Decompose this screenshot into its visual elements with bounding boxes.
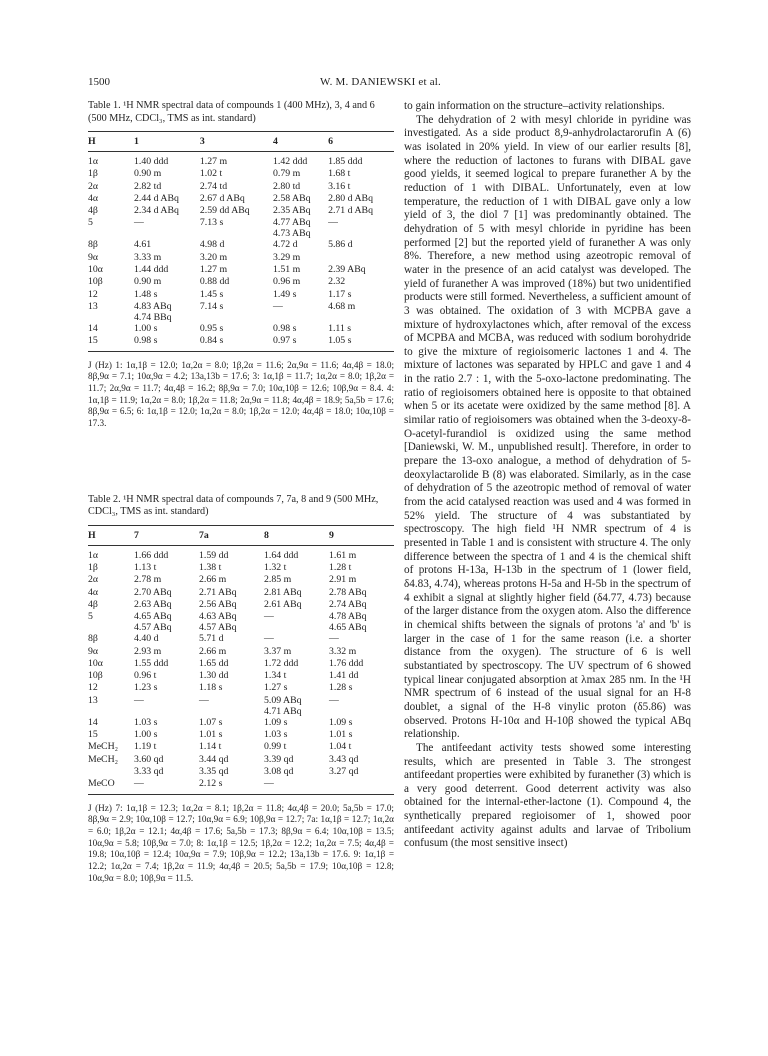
- table-cell: 0.96 t: [134, 670, 157, 682]
- table-row: [88, 778, 394, 794]
- right-column-body-text: [404, 100, 691, 851]
- table-cell: 13: [88, 300, 98, 312]
- table-row: [88, 599, 394, 611]
- table-cell: 5.86 d: [328, 239, 353, 251]
- table-cell: MeCO: [88, 778, 134, 794]
- table1-coupling-note: J (Hz) 1: 1α,1β = 12.0; 1α,2α = 8.0; 1β,2α = 11.6; 2α,9α = 11.6; 4α,4β = 18.0; 8β,9α = 7.1; 10α,9α = 4.2; 13a,13b = 17.6; 3: 1α,1β = 11.7; 1α,2α = 8.0; 1β,2α = 11.7; 2α,9α = 11.7; 4α,4β = 16.2; 8β,9α = 7.0; 10α,10β = 12.6; 10β,9α = 8.4. 4: 1α,1β = 11.9; 1α,2α = 8.0; 1β,2α = 11.8; 2α,9α = 11.8; 4α,4β = 18.9; 5a,5b = 17.6; 8β,9α = 6.5; 6: 1α,1β = 12.0; 1α,2α = 8.0; 1β,2α = 12.0; 4α,4β = 18.0; 10α,10β = 17.3.: [88, 359, 394, 429]
- table-cell: 1.55 ddd: [134, 657, 169, 669]
- table-cell: 4.98 d: [199, 239, 225, 251]
- cell-line: 4.71 ABq: [264, 705, 302, 717]
- table-cell: 1.11 s: [328, 322, 352, 334]
- table-cell: 3.33 m: [134, 251, 162, 263]
- table-cell: 1.00 s: [134, 322, 158, 334]
- table-cell: 2α: [88, 574, 99, 586]
- table2-column-header: 7: [134, 525, 199, 545]
- table-cell: 1.72 ddd: [264, 657, 299, 669]
- table-row: [88, 335, 394, 351]
- table-cell: 2.74 td: [199, 180, 228, 192]
- table-cell: 1.18 s: [199, 682, 223, 694]
- table-cell: 1.09 s: [329, 716, 353, 728]
- table-cell: 1.48 s: [134, 288, 158, 300]
- table-cell: 1.09 s: [264, 716, 288, 728]
- table-cell: 3.35 qd: [199, 765, 229, 777]
- table-cell: 3.29 m: [272, 251, 301, 263]
- table-cell: 2.74 ABq: [329, 598, 367, 610]
- table-cell: 2.78 m: [134, 574, 162, 586]
- table-cell: 1.64 ddd: [264, 549, 299, 561]
- cell-line: 4.77 ABq: [272, 217, 311, 229]
- table-row: [88, 152, 394, 169]
- table-cell: 5: [88, 611, 93, 623]
- table-cell: 9α: [88, 645, 99, 657]
- cell-line: 4.57 ABq: [134, 622, 172, 634]
- table-cell: 1.03 s: [264, 729, 288, 741]
- cell-line: 4.65 ABq: [329, 622, 367, 634]
- table-cell: 1.76 ddd: [329, 657, 364, 669]
- table-cell: 3.08 qd: [264, 765, 294, 777]
- table1-column-header: 4: [273, 132, 328, 152]
- body-paragraph: The antifeedant activity tests showed some interesting results, which are presented in Table 3. The strongest antifeedant properties were exhibited by furanether (3) which is a very good deterrent. Good deterrent activity was also obtained for the internal-ether-lactone (1). Compound 4, the synthetically prepared regioisomer of 1, showed poor antifeedant activity against adults and larvae of Tribolium confusum (the most sensitive insect): [404, 741, 691, 850]
- table-cell: 8β: [88, 239, 98, 251]
- table-cell: 0.90 m: [134, 168, 162, 180]
- table-row: [88, 264, 394, 276]
- table-row: [88, 766, 394, 778]
- table-cell: 1.68 t: [328, 168, 351, 180]
- table-cell: 2.80 d ABq: [328, 192, 373, 204]
- table1-column-header: 1: [134, 132, 200, 152]
- table-cell: 4β: [88, 205, 98, 217]
- table-row: [88, 301, 394, 323]
- table-cell: 2.78 ABq: [329, 586, 367, 598]
- table-cell: 2.58 ABq: [272, 192, 311, 204]
- table2-caption: Table 2. ¹H NMR spectral data of compounds 7, 7a, 8 and 9 (500 MHz, CDCl₃, TMS as int. standard): [88, 493, 379, 518]
- body-paragraph: The dehydration of 2 with mesyl chloride in pyridine was investigated. As a side product 8,9-anhydrolactarorufin A (6) was isolated in 20% yield. In view of our earlier results [8], where the reduction of lactones to furans with DIBAL gave good yields, it seemed logical to prepare furanether A by the reduction of 1 with DIBAL. Unfortunately, even at low temperature, the reduction of 1 with DIBAL gave only a low yield of 3, the diol 7 [1] was predominantly obtained. The dehydration of 5 with mesyl chloride in pyridine has been performed [2] but the reported yield of furanether A was only 8%. Therefore, a new method using azeotropic removal of water in the presence of an acid catalyst was developed. The yield of furanether A was improved (18%) but two unidentified products were still formed. Nevertheless, a sufficient amount of 3 was obtained. The oxidation of 3 with MCPBA gave a mixture of hydroxylactones which, after removal of the excess of MCPBA and MCBA, was reduced with sodium borohydride to give the mixture of regioisomeric lactones 1 and 4. The mixture of lactones was separated by HPLC and gave 1 and 4 in the ratio 2.7 : 1, with the 5-oxo-lactone predominating. The ratio of regioisomers obtained here is opposite to that obtained when 5 or its acetate were oxidized by the same method [8]. A similar ratio of regioisomers was obtained when the 3-deoxy-8-O-acetyl-furandiol is oxidized using the same method [Daniewski, W. M., unpublished result]. Therefore, in order to prepare the 13-oxo analogue, a method of dehydration of 5-deoxylactarolide B (8) was elaborated. Similarly, as in the case of dehydration of 5 the azeotropic method of removal of water from the acid catalysed reaction was used and 4 was formed in 52% yield. The structure of 4 was substantiated by spectroscopy. The high field ¹H NMR spectrum of 4 is presented in Table 1 and is consistent with structure 4. The only difference between the spectra of 1 and 4 is the chemical shift of protons H-13a, H-13b in the spectrum of 1 (lower field, δ4.83, 4.74), whereas protons H-5a and H-5b in the spectrum of 4 exhibit a signal at slightly higher field (δ4.77, 4.73) because of the larger distance from the oxygen atom. Also the difference in chemical shifts between the signals of protons 'a' and 'b' is larger in the case of 1 for the same reason (i.e. a shorter distance from the oxygen). The structure of 6 is well substantiated by spectroscopy. The UV spectrum of 6 showed typical linear conjugated absorption at λmax 285 nm. In the ¹H NMR spectrum of 6 instead of the usual signal for an H-8 doublet, a signal of the H-8 vinylic proton (δ5.86) was observed. Protons H-10α and H-10β showed the typical ABq relationship.: [404, 113, 691, 741]
- table-cell: 3.44 qd: [199, 753, 229, 765]
- table-cell: 2.93 m: [134, 645, 162, 657]
- table-cell: 1.28 t: [329, 562, 352, 574]
- table-cell: 1.14 t: [199, 741, 222, 753]
- table-cell: 2.80 td: [272, 180, 301, 192]
- table-cell: 1.27 m: [199, 264, 228, 276]
- table-row: [88, 181, 394, 193]
- table-cell: 1.59 dd: [199, 549, 229, 561]
- table-cell: 0.88 dd: [199, 276, 230, 288]
- table-cell: 1.07 s: [199, 716, 223, 728]
- table-cell: 1.49 s: [272, 288, 297, 300]
- table2-column-header: 7a: [199, 525, 264, 545]
- table-cell: MeCH₂: [88, 753, 119, 765]
- table-cell: —: [134, 778, 199, 794]
- table-cell: 2.66 m: [199, 574, 227, 586]
- table-cell: 3.16 t: [328, 180, 351, 192]
- table-cell: 2.56 ABq: [199, 598, 237, 610]
- table-cell: 4β: [88, 598, 98, 610]
- table-cell: 10β: [88, 670, 103, 682]
- table-cell: 1.19 t: [134, 741, 157, 753]
- table-row: [88, 205, 394, 217]
- table-cell: —: [329, 694, 339, 706]
- table-cell: 1.28 s: [329, 682, 353, 694]
- table-cell: 14: [88, 322, 98, 334]
- table-cell: 1.13 t: [134, 562, 157, 574]
- table-cell: 2.85 m: [264, 574, 292, 586]
- table-cell: 0.97 s: [273, 335, 328, 351]
- table-cell: 2.63 ABq: [134, 598, 172, 610]
- table-cell: 1β: [88, 168, 98, 180]
- table-cell: [329, 778, 394, 794]
- table-row: [88, 289, 394, 301]
- table-cell: 3.33 qd: [134, 765, 164, 777]
- table2-column-header: 8: [264, 525, 329, 545]
- table1-column-header: 3: [200, 132, 273, 152]
- table-cell: —: [134, 694, 144, 706]
- running-head: W. M. DANIEWSKI et al.: [320, 76, 442, 88]
- table-cell: 1.40 ddd: [134, 156, 169, 167]
- table-cell: 2.67 d ABq: [199, 192, 245, 204]
- table-cell: 1.01 s: [329, 729, 353, 741]
- table-cell: —: [199, 694, 209, 706]
- table-cell: 4.68 m: [328, 300, 356, 312]
- table-cell: [328, 252, 394, 264]
- cell-line: 4.74 BBq: [134, 311, 172, 323]
- table-cell: 2.35 ABq: [272, 205, 311, 217]
- table-cell: 1.17 s: [328, 288, 352, 300]
- table-cell: [199, 611, 264, 633]
- table-cell: 2.59 dd ABq: [199, 205, 250, 217]
- cell-line: 5.09 ABq: [264, 694, 302, 706]
- table-cell: 2.82 td: [134, 180, 162, 192]
- table-cell: 3.27 qd: [329, 765, 359, 777]
- table-cell: 7.13 s: [199, 217, 224, 229]
- table-row: [88, 682, 394, 694]
- table-cell: 3.43 qd: [329, 753, 359, 765]
- table-cell: 1.30 dd: [199, 670, 229, 682]
- table-row: [88, 741, 394, 753]
- table-cell: 15: [88, 729, 98, 741]
- table1-column-header: H: [88, 132, 134, 152]
- table-cell: 12: [88, 682, 98, 694]
- table-cell: 1.04 t: [329, 741, 352, 753]
- table-cell: 2.39 ABq: [328, 264, 366, 276]
- table-cell: 2α: [88, 180, 99, 192]
- table-cell: 4.72 d: [272, 239, 298, 251]
- table-cell: 1β: [88, 562, 98, 574]
- table-cell: 1α: [88, 549, 99, 561]
- left-column: [88, 100, 394, 884]
- table-row: [88, 252, 394, 264]
- table-cell: 4α: [88, 192, 99, 204]
- table-cell: 0.90 m: [134, 276, 162, 288]
- table-cell: 1.51 m: [272, 264, 301, 276]
- table-row: [88, 729, 394, 741]
- table-cell: —: [264, 633, 274, 645]
- table-cell: 1.00 s: [134, 729, 158, 741]
- table-cell: 3.39 qd: [264, 753, 294, 765]
- table1-caption: Table 1. ¹H NMR spectral data of compounds 1 (400 MHz), 3, 4 and 6 (500 MHz, CDCl₃, TMS as int. standard): [88, 100, 375, 124]
- table-cell: 4α: [88, 586, 99, 598]
- table-row: [88, 323, 394, 335]
- table-row: [88, 545, 394, 562]
- table-cell: 3.20 m: [199, 251, 228, 263]
- table-row: [88, 587, 394, 599]
- table-cell: 1α: [88, 156, 99, 167]
- table-cell: 1.03 s: [134, 716, 158, 728]
- table1-column-header: 6: [328, 132, 394, 152]
- table-cell: [88, 766, 134, 778]
- table-cell: 1.27 s: [264, 682, 288, 694]
- table-cell: 1.42 ddd: [272, 156, 308, 167]
- body-paragraph: to gain information on the structure–activity relationships.: [404, 100, 665, 112]
- table-cell: 1.32 t: [264, 562, 287, 574]
- table-cell: 1.01 s: [199, 729, 223, 741]
- cell-line: 4.65 ABq: [134, 611, 172, 623]
- table-cell: —: [264, 611, 274, 623]
- table1: [88, 131, 394, 352]
- table-cell: 9α: [88, 251, 99, 263]
- table-row: [88, 695, 394, 717]
- table-cell: 8β: [88, 633, 98, 645]
- table-cell: 2.81 ABq: [264, 586, 302, 598]
- table-row: [88, 574, 394, 586]
- table-cell: 1.45 s: [199, 288, 224, 300]
- table-row: [88, 633, 394, 645]
- table-cell: [264, 695, 329, 717]
- table-cell: 1.44 ddd: [134, 264, 169, 276]
- table-cell: 4.40 d: [134, 633, 159, 645]
- page-number: 1500: [88, 76, 110, 88]
- table-cell: 10α: [88, 657, 103, 669]
- table-cell: 10β: [88, 276, 103, 288]
- table-cell: 2.34 d ABq: [134, 205, 179, 217]
- table-cell: 12: [88, 288, 98, 300]
- table1-header-row: [88, 132, 394, 152]
- cell-line: 4.73 ABq: [272, 228, 311, 240]
- table-cell: 2.71 ABq: [199, 586, 237, 598]
- table-cell: 2.44 d ABq: [134, 192, 179, 204]
- table-cell: 3.32 m: [329, 645, 357, 657]
- table2: [88, 525, 394, 795]
- table-row: [88, 562, 394, 574]
- table2-header-row: [88, 525, 394, 545]
- table-cell: 1.02 t: [199, 168, 223, 180]
- table-row: [88, 239, 394, 251]
- table-cell: —: [329, 633, 339, 645]
- table-cell: 1.41 dd: [329, 670, 359, 682]
- table-cell: 0.79 m: [272, 168, 301, 180]
- table-cell: MeCH₂: [88, 741, 119, 753]
- cell-line: 4.78 ABq: [329, 611, 367, 623]
- table-cell: 1.34 t: [264, 670, 287, 682]
- table-cell: 1.85 ddd: [328, 156, 363, 167]
- table-cell: 2.71 d ABq: [328, 205, 373, 217]
- table-row: [88, 754, 394, 766]
- table2-column-header: H: [88, 525, 134, 545]
- table-cell: 5.71 d: [199, 633, 224, 645]
- table-cell: 2.66 m: [199, 645, 227, 657]
- cell-line: 4.63 ABq: [199, 611, 237, 623]
- table-cell: 0.96 m: [272, 276, 301, 288]
- table-cell: 0.99 t: [264, 741, 287, 753]
- table2-block: [88, 494, 394, 885]
- table-cell: 2.91 m: [329, 574, 357, 586]
- table-cell: 3.37 m: [264, 645, 292, 657]
- table-cell: 7.14 s: [199, 300, 224, 312]
- table-cell: 2.32: [328, 276, 346, 288]
- table-cell: 1.38 t: [199, 562, 222, 574]
- table-cell: —: [264, 778, 329, 794]
- table-cell: [134, 301, 200, 323]
- table-cell: 1.65 dd: [199, 657, 229, 669]
- table-row: [88, 276, 394, 288]
- table2-column-header: 9: [329, 525, 394, 545]
- table-cell: 0.95 s: [199, 322, 224, 334]
- table-cell: [273, 217, 328, 239]
- cell-line: 4.57 ABq: [199, 622, 237, 634]
- table-cell: 0.98 s: [272, 322, 297, 334]
- table-cell: [329, 611, 394, 633]
- table-cell: 5: [88, 217, 93, 229]
- table-cell: 1.27 m: [199, 156, 228, 167]
- table-cell: 2.12 s: [199, 778, 264, 794]
- table-row: [88, 658, 394, 670]
- table-cell: 15: [88, 335, 134, 351]
- table-cell: 2.61 ABq: [264, 598, 302, 610]
- table-cell: [134, 611, 199, 633]
- table-cell: 3.60 qd: [134, 753, 164, 765]
- table-cell: 2.70 ABq: [134, 586, 172, 598]
- table-row: [88, 193, 394, 205]
- table-cell: 10α: [88, 264, 103, 276]
- table-cell: —: [328, 217, 338, 229]
- table-cell: 1.61 m: [329, 549, 357, 561]
- table-cell: 1.66 ddd: [134, 549, 169, 561]
- table-row: [88, 611, 394, 633]
- table-row: [88, 168, 394, 180]
- table-cell: —: [134, 217, 144, 229]
- table-row: [88, 670, 394, 682]
- table-cell: —: [272, 300, 283, 312]
- table-row: [88, 717, 394, 729]
- table-cell: 1.23 s: [134, 682, 158, 694]
- table-cell: 0.84 s: [200, 335, 273, 351]
- table-cell: 1.05 s: [328, 335, 394, 351]
- table-row: [88, 217, 394, 239]
- table-cell: 13: [88, 694, 98, 706]
- cell-line: 4.83 ABq: [134, 300, 172, 312]
- table-row: [88, 646, 394, 658]
- table-cell: 14: [88, 716, 98, 728]
- table-cell: 4.61: [134, 239, 152, 251]
- table-cell: 0.98 s: [134, 335, 200, 351]
- table2-coupling-note: J (Hz) 7: 1α,1β = 12.3; 1α,2α = 8.1; 1β,2α = 11.8; 4α,4β = 20.0; 5a,5b = 17.0; 8β,9α = 2.9; 10α,10β = 12.7; 10α,9α = 6.9; 10β,9α = 12.7; 7a: 1α,1β = 12.7; 1α,2α = 6.0; 1β,2α = 12.1; 4α,4β = 17.6; 5a,5b = 17.3; 8β,9α = 6.4; 10α,10β = 13.5; 10α,9α = 5.8; 10β,9α = 7.0; 8: 1α,1β = 12.5; 1β,2α = 12.2; 1α,2α = 7.5; 4α,4β = 19.8; 10α,10β = 12.4; 10α,9α = 7.9; 10β,9α = 12.2; 13a,13b = 17.6. 9: 1α,1β = 12.2; 1α,2α = 7.4; 1β,2α = 11.9; 4α,4β = 20.5; 5a,5b = 17.9; 10α,10β = 12.8; 10α,9α = 8.0; 10β,9α = 11.5.: [88, 802, 394, 883]
